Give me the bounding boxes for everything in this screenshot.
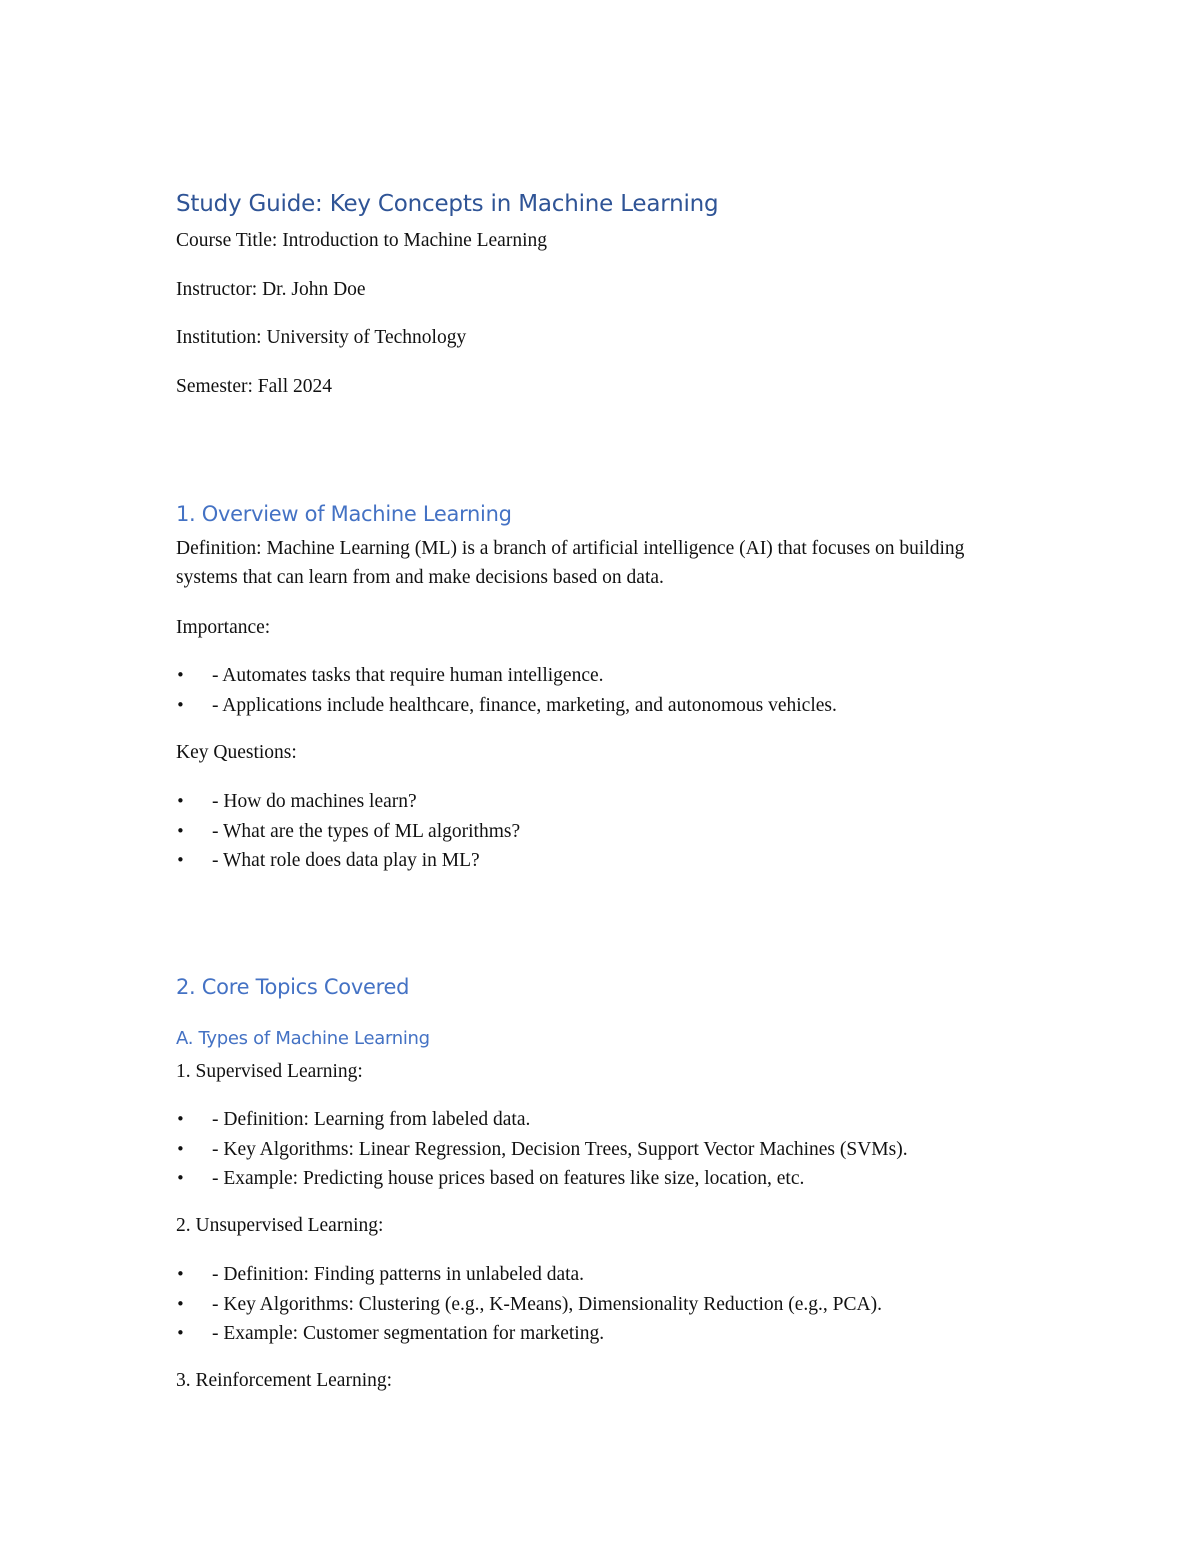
bullet-icon: • bbox=[176, 666, 185, 684]
supervised-list bbox=[176, 1105, 908, 1194]
list-item: • - Key Algorithms: Clustering (e.g., K-Means), Dimensionality Reduction (e.g., PCA). bbox=[176, 1290, 882, 1320]
list-item: • - What are the types of ML algorithms? bbox=[176, 817, 520, 847]
bullet-icon: • bbox=[176, 1265, 185, 1283]
list-item: • - How do machines learn? bbox=[176, 787, 520, 817]
section-1-heading: 1. Overview of Machine Learning bbox=[176, 502, 512, 526]
list-item: • - Automates tasks that require human intelligence. bbox=[176, 661, 837, 691]
subsection-a-heading: A. Types of Machine Learning bbox=[176, 1028, 430, 1049]
list-item: • - Example: Predicting house prices based on features like size, location, etc. bbox=[176, 1164, 908, 1194]
section-2-heading: 2. Core Topics Covered bbox=[176, 975, 410, 999]
bullet-icon: • bbox=[176, 851, 185, 869]
instructor: Instructor: Dr. John Doe bbox=[176, 279, 366, 300]
bullet-icon: • bbox=[176, 821, 185, 840]
bullet-icon: • bbox=[176, 792, 185, 810]
reinforcement-label: 3. Reinforcement Learning: bbox=[176, 1370, 393, 1391]
bullet-icon: • bbox=[176, 1139, 185, 1158]
list-item: • - Key Algorithms: Linear Regression, Decision Trees, Support Vector Machines (SVMs). bbox=[176, 1135, 908, 1165]
unsupervised-list bbox=[176, 1260, 882, 1349]
bullet-icon: • bbox=[176, 695, 185, 714]
bullet-icon: • bbox=[176, 1324, 185, 1342]
course-title: Course Title: Introduction to Machine Learning bbox=[176, 230, 547, 251]
key-questions-label: Key Questions: bbox=[176, 742, 297, 763]
list-item: • - Definition: Finding patterns in unlabeled data. bbox=[176, 1260, 882, 1290]
bullet-icon: • bbox=[176, 1169, 185, 1187]
semester: Semester: Fall 2024 bbox=[176, 376, 332, 397]
list-item: • - What role does data play in ML? bbox=[176, 846, 520, 876]
bullet-icon: • bbox=[176, 1110, 185, 1128]
importance-list bbox=[176, 661, 837, 720]
ml-definition: Definition: Machine Learning (ML) is a branch of artificial intelligence (AI) that focuses on building systems that can learn from and make decisions based on data. bbox=[176, 538, 965, 588]
supervised-label: 1. Supervised Learning: bbox=[176, 1061, 363, 1082]
bullet-icon: • bbox=[176, 1294, 185, 1313]
institution: Institution: University of Technology bbox=[176, 327, 467, 348]
list-item: • - Definition: Learning from labeled data. bbox=[176, 1105, 908, 1135]
list-item: • - Example: Customer segmentation for marketing. bbox=[176, 1319, 882, 1349]
importance-label: Importance: bbox=[176, 617, 271, 638]
list-item: • - Applications include healthcare, finance, marketing, and autonomous vehicles. bbox=[176, 691, 837, 721]
key-questions-list bbox=[176, 787, 520, 876]
unsupervised-label: 2. Unsupervised Learning: bbox=[176, 1215, 384, 1236]
document-title: Study Guide: Key Concepts in Machine Learning bbox=[176, 191, 719, 217]
